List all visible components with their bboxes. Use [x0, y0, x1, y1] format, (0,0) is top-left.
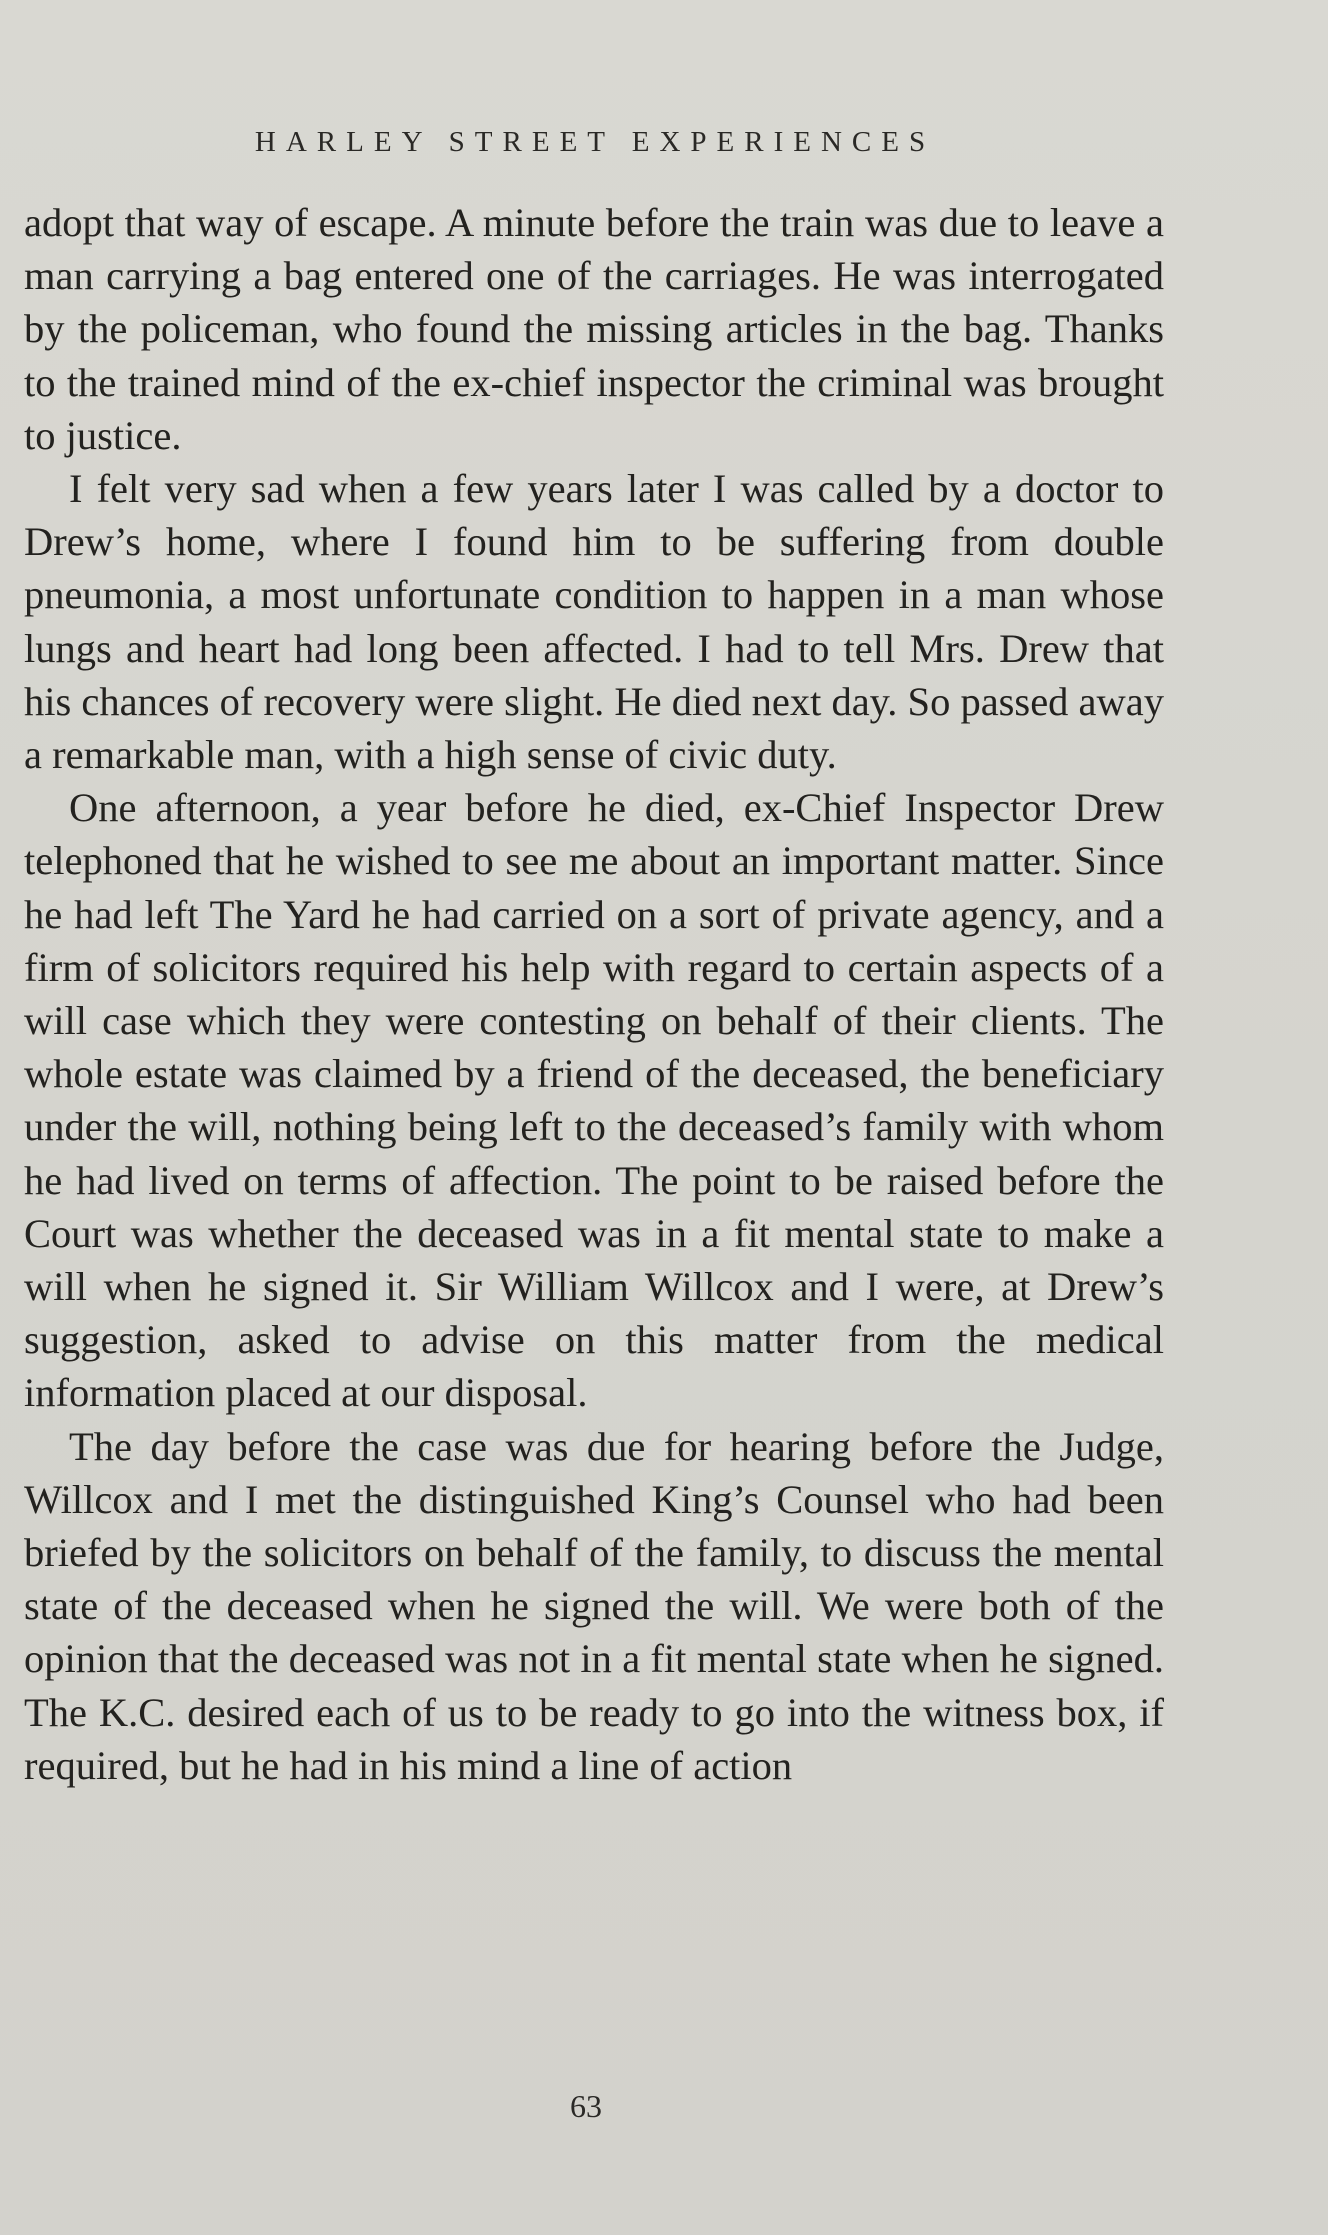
running-head: HARLEY STREET EXPERIENCES — [254, 126, 936, 158]
paragraph-will-case: One afternoon, a year before he died, ex-Chief Inspector Drew telephoned that he wished to see me about an important matter. Since he had left The Yard he had carried on a sort of private agency, and a firm of solicitors required his help with regard to certain aspects of a will case which they were contesting on behalf of their clients. The whole estate was claimed by a friend of the deceased, the beneficiary under the will, nothing being left to the deceased’s family with whom he had lived on terms of affection. The point to be raised before the Court was whether the deceased was in a fit mental state to make a will when he signed it. Sir William Willcox and I were, at Drew’s suggestion, asked to advise on this matter from the medical information placed at our disposal. — [24, 785, 1164, 1416]
paragraph-continued: adopt that way of escape. A minute before the train was due to leave a man carrying a bag entered one of the carriages. He was interrogated by the policeman, who found the missing articles in the bag. Thanks to the trained mind of the ex-chief inspector the criminal was brought to justice. — [24, 200, 1164, 458]
paragraph-drew-death: I felt very sad when a few years later I was called by a doctor to Drew’s home, where I found him to be suffering from double pneumonia, a most unfortunate condition to happen in a man whose lungs and heart had long been affected. I had to tell Mrs. Drew that his chances of recovery were slight. He died next day. So passed away a remarkable man, with a high sense of civic duty. — [24, 466, 1164, 778]
page-number: 63 — [570, 2088, 602, 2124]
body-text — [24, 196, 1164, 1792]
paragraph-kings-counsel: The day before the case was due for hearing before the Judge, Willcox and I met the distinguished King’s Counsel who had been briefed by the solicitors on behalf of the family, to discuss the mental state of the deceased when he signed the will. We were both of the opinion that the deceased was not in a fit mental state when he signed. The K.C. desired each of us to be ready to go into the witness box, if required, but he had in his mind a line of action — [24, 1423, 1164, 1788]
